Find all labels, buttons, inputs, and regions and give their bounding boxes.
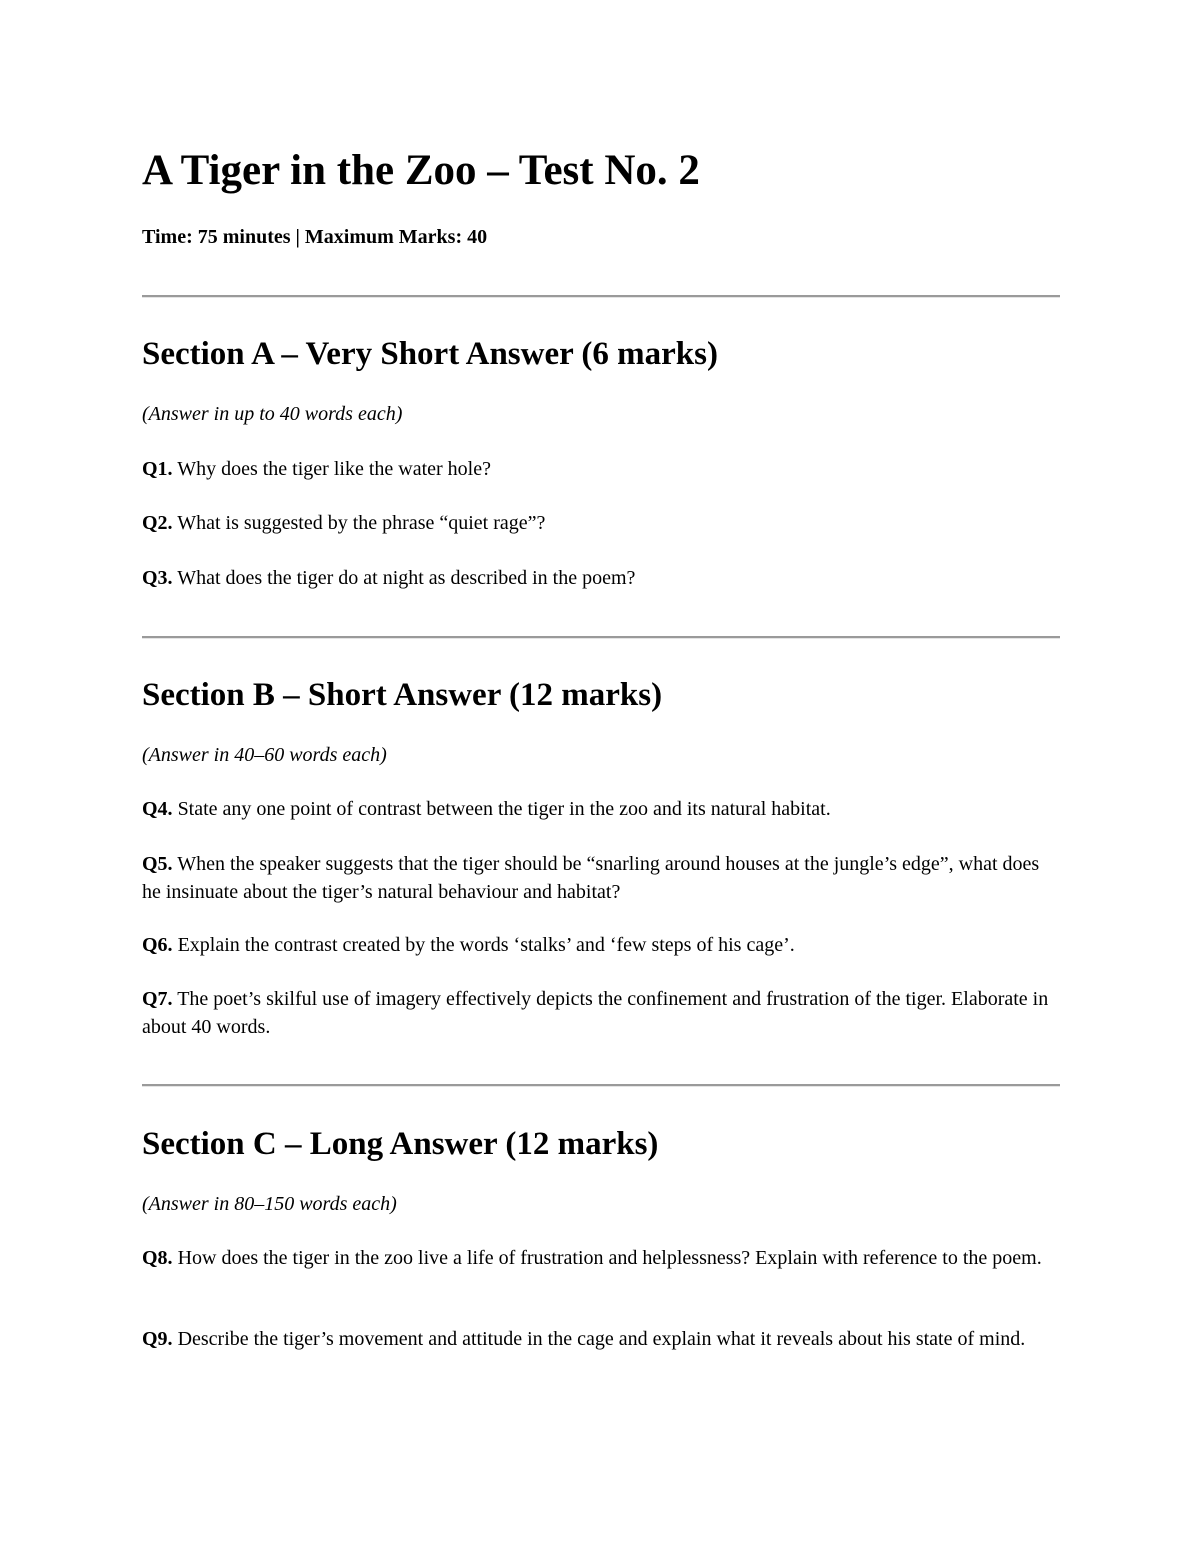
page-title: A Tiger in the Zoo – Test No. 2 <box>142 147 700 194</box>
section-a-heading: Section A – Very Short Answer (6 marks) <box>142 336 718 372</box>
question-number: Q4. <box>142 798 173 820</box>
section-b-heading: Section B – Short Answer (12 marks) <box>142 677 663 713</box>
question-number: Q1. <box>142 458 173 480</box>
divider <box>142 1084 1060 1087</box>
question-item <box>142 931 1060 959</box>
question-item <box>142 1325 1060 1353</box>
question-text: What does the tiger do at night as described in the poem? <box>177 567 636 589</box>
section-c-heading: Section C – Long Answer (12 marks) <box>142 1126 659 1162</box>
question-text: How does the tiger in the zoo live a life of frustration and helplessness? Explain with reference to the poem. <box>177 1247 1042 1269</box>
question-number: Q9. <box>142 1328 173 1350</box>
question-text: Describe the tiger’s movement and attitude in the cage and explain what it reveals about his state of mind. <box>177 1328 1026 1350</box>
question-text: Why does the tiger like the water hole? <box>177 458 491 480</box>
question-item <box>142 850 1060 906</box>
question-text: State any one point of contrast between the tiger in the zoo and its natural habitat. <box>177 798 831 820</box>
question-item <box>142 1244 1060 1272</box>
divider <box>142 295 1060 298</box>
question-item <box>142 455 1060 483</box>
question-number: Q7. <box>142 988 173 1010</box>
question-text: The poet’s skilful use of imagery effectively depicts the confinement and frustration of the tiger. Elaborate in about 40 words. <box>142 988 1049 1038</box>
question-text: What is suggested by the phrase “quiet rage”? <box>177 512 546 534</box>
question-item <box>142 985 1060 1041</box>
question-number: Q5. <box>142 853 173 875</box>
question-item <box>142 795 1060 823</box>
question-number: Q8. <box>142 1247 173 1269</box>
question-number: Q2. <box>142 512 173 534</box>
question-item <box>142 564 1060 592</box>
divider <box>142 636 1060 639</box>
section-a-instruction: (Answer in up to 40 words each) <box>142 403 403 425</box>
time-and-marks: Time: 75 minutes | Maximum Marks: 40 <box>142 226 488 248</box>
question-item <box>142 509 1060 537</box>
question-text: Explain the contrast created by the words ‘stalks’ and ‘few steps of his cage’. <box>177 934 795 956</box>
section-c-instruction: (Answer in 80–150 words each) <box>142 1193 397 1215</box>
question-number: Q3. <box>142 567 173 589</box>
question-number: Q6. <box>142 934 173 956</box>
section-b-instruction: (Answer in 40–60 words each) <box>142 744 387 766</box>
question-text: When the speaker suggests that the tiger should be “snarling around houses at the jungle’s edge”, what does he insinuate about the tiger’s natural behaviour and habitat? <box>142 853 1040 903</box>
